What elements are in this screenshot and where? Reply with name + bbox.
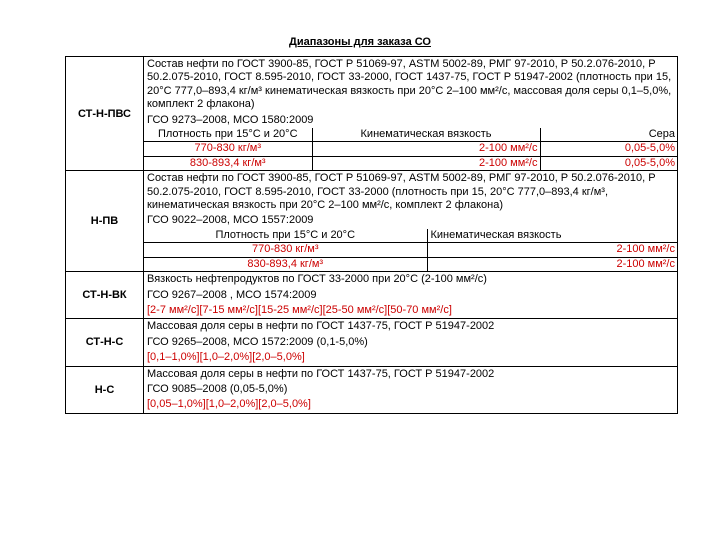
product-description: Массовая доля серы в нефти по ГОСТ 1437-75, ГОСТ Р 51947-2002 (147, 320, 495, 333)
density-value: 830-893,4 кг/м³ (144, 257, 427, 271)
col-header-density: Плотность при 15°С и 20°С (144, 128, 312, 142)
table-row (66, 57, 678, 171)
product-code: Н-С (66, 366, 144, 413)
product-code: СТ-Н-ПВС (66, 57, 144, 171)
specs-table (144, 229, 677, 271)
product-registry: ГСО 9267–2008 , МСО 1574:2009 (147, 288, 317, 301)
col-header-sulfur: Сера (540, 128, 677, 142)
page-title: Диапазоны для заказа СО (289, 36, 431, 48)
viscosity-value: 2-100 мм²/с (312, 142, 540, 156)
product-description: Состав нефти по ГОСТ 3900-85, ГОСТ Р 51069-97, ASTM 5002-89, РМГ 97-2010, Р 50.2.076-2010, Р 50.2.075-2010, ГОСТ 8.595-2010, ГОСТ 33-2000, ГОСТ 1437-75, ГОСТ Р 51947-2002 (плотность при 15, 20°С 777,0–893,4 кг/м³ кинематическая вязкость при 20°С 2–100 мм²/с, массовая доля серы 0,1–5,0%, комплект 2 флакона) (147, 58, 672, 111)
product-code: СТ-Н-ВК (66, 272, 144, 319)
col-header-viscosity: Кинематическая вязкость (312, 128, 540, 142)
product-ranges: [0,1–1,0%][1,0–2,0%][2,0–5,0%] (147, 351, 305, 364)
viscosity-value: 2-100 мм²/с (427, 243, 677, 257)
table-row (66, 171, 678, 272)
density-value: 830-893,4 кг/м³ (144, 156, 312, 170)
product-details (144, 272, 678, 319)
product-description: Вязкость нефтепродуктов по ГОСТ 33-2000 при 20°С (2-100 мм²/с) (147, 273, 487, 286)
product-details (144, 171, 678, 272)
product-code: Н-ПВ (66, 171, 144, 272)
specs-table (144, 128, 677, 170)
product-details (144, 57, 678, 171)
sulfur-value: 0,05-5,0% (540, 156, 677, 170)
density-value: 770-830 кг/м³ (144, 142, 312, 156)
product-registry: ГСО 9085–2008 (0,05-5,0%) (147, 382, 288, 395)
product-registry: ГСО 9273–2008, МСО 1580:2009 (147, 113, 314, 126)
viscosity-value: 2-100 мм²/с (427, 257, 677, 271)
product-registry: ГСО 9265–2008, МСО 1572:2009 (0,1-5,0%) (147, 335, 368, 348)
density-value: 770-830 кг/м³ (144, 243, 427, 257)
col-header-viscosity: Кинематическая вязкость (427, 229, 677, 243)
product-ranges: [0,05–1,0%][1,0–2,0%][2,0–5,0%] (147, 398, 311, 411)
product-details (144, 366, 678, 413)
table-row (66, 366, 678, 413)
table-row (66, 319, 678, 366)
ranges-table (65, 56, 678, 414)
product-description: Массовая доля серы в нефти по ГОСТ 1437-75, ГОСТ Р 51947-2002 (147, 367, 495, 380)
product-details (144, 319, 678, 366)
product-registry: ГСО 9022–2008, МСО 1557:2009 (147, 214, 314, 227)
table-row (66, 272, 678, 319)
sulfur-value: 0,05-5,0% (540, 142, 677, 156)
product-ranges: [2-7 мм²/с][7-15 мм²/с][15-25 мм²/с][25-50 мм²/с][50-70 мм²/с] (147, 303, 452, 316)
col-header-density: Плотность при 15°С и 20°С (144, 229, 427, 243)
viscosity-value: 2-100 мм²/с (312, 156, 540, 170)
product-description: Состав нефти по ГОСТ 3900-85, ГОСТ Р 51069-97, ASTM 5002-89, РМГ 97-2010, Р 50.2.076-2010, Р 50.2.075-2010, ГОСТ 8.595-2010, ГОСТ 33-2000 (плотность при 15, 20°С 777,0–893,4 кг/м³, кинематическая вязкость при 20°С 2–100 мм²/с, комплект 2 флакона) (147, 172, 656, 212)
product-code: СТ-Н-С (66, 319, 144, 366)
